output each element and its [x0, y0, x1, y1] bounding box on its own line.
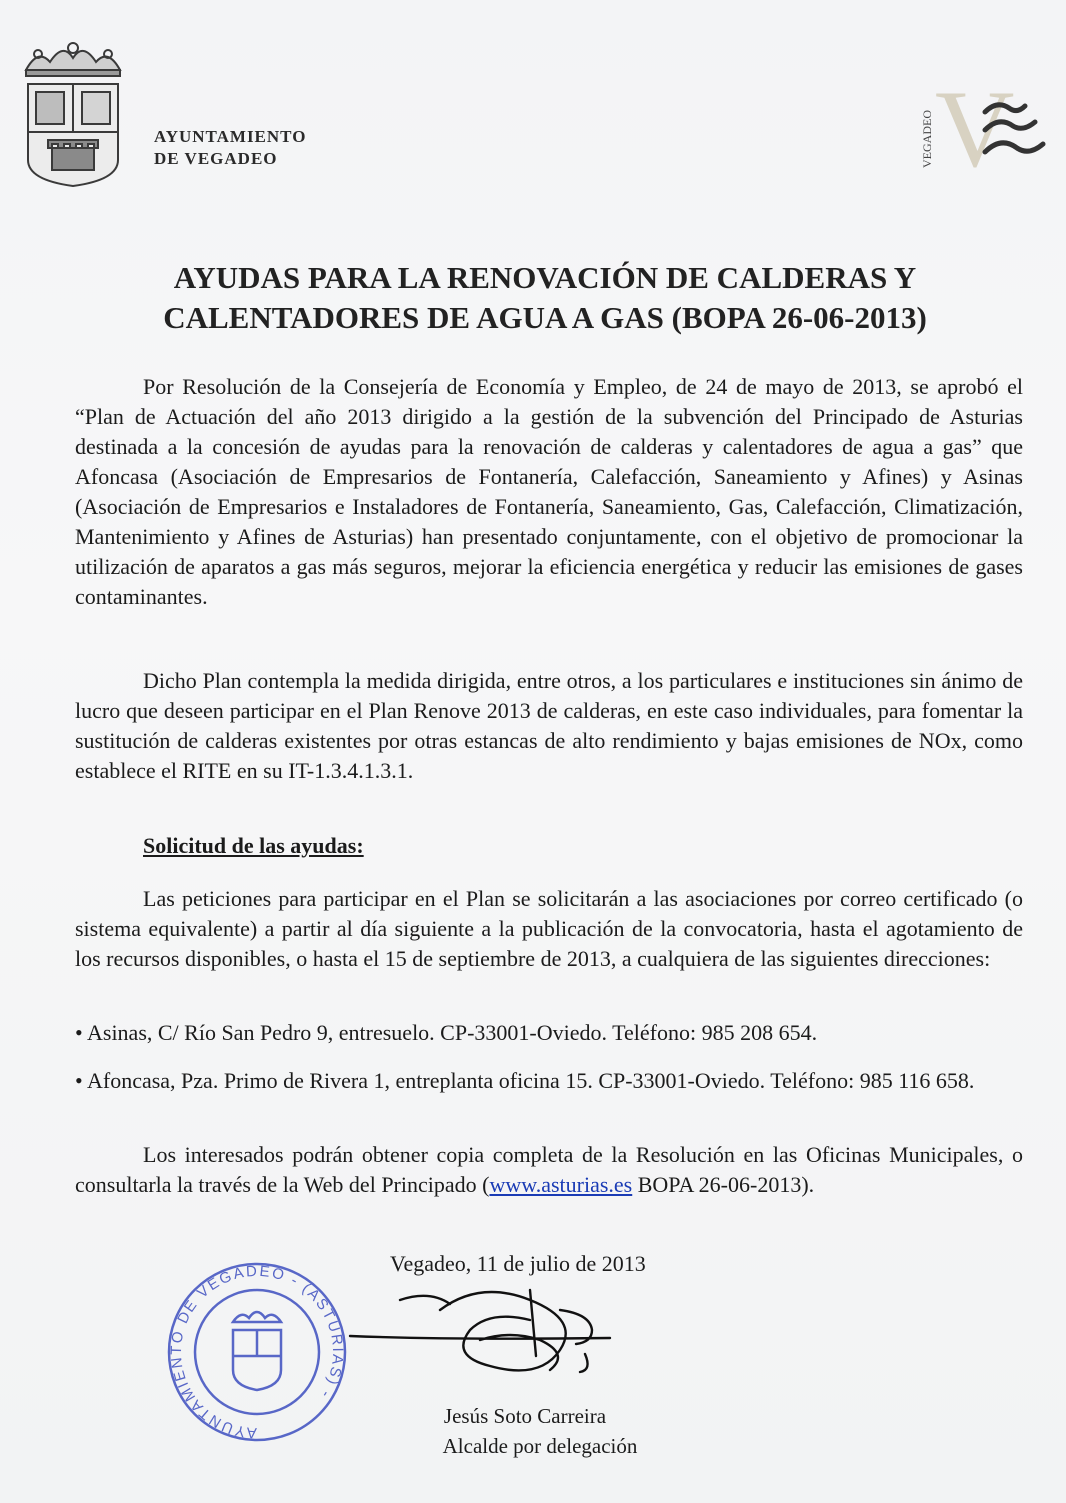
- logo-vertical-text: VEGADEO: [920, 110, 934, 168]
- paragraph-4-text: Los interesados podrán obtener copia completa de la Resolución en las Oficinas Municipales, o consultarla la través de la Web del Principado (: [75, 1142, 1023, 1197]
- handwritten-signature: [330, 1270, 630, 1410]
- organization-name: [154, 126, 306, 170]
- section-heading: Solicitud de las ayudas:: [143, 833, 364, 858]
- title-line-2: CALENTADORES DE AGUA A GAS (BOPA 26-06-2013): [163, 300, 927, 335]
- official-seal-stamp: [165, 1260, 350, 1445]
- title-line-1: AYUDAS PARA LA RENOVACIÓN DE CALDERAS Y: [173, 260, 917, 295]
- municipal-crest-logo: [18, 40, 128, 190]
- signature-date: Vegadeo, 11 de julio de 2013: [390, 1251, 646, 1276]
- address-asinas: • Asinas, C/ Río San Pedro 9, entresuelo. CP-33001-Oviedo. Teléfono: 985 208 654.: [75, 1020, 818, 1045]
- signer-name: Jesús Soto Carreira: [443, 1404, 607, 1428]
- document-title: [70, 258, 1020, 338]
- paragraph-2: Dicho Plan contempla la medida dirigida, entre otros, a los particulares e instituciones sin ánimo de lucro que deseen participar en el Plan Renove 2013 de calderas, en este caso individuales, para fomentar la sustitución de calderas existentes por otras estancas de alto rendimiento y bajas emisiones de NOx, como establece el RITE en su IT-1.3.4.1.3.1.: [75, 668, 1023, 783]
- asturias-web-link[interactable]: www.asturias.es: [489, 1172, 633, 1197]
- org-line-2: DE VEGADEO: [154, 149, 278, 168]
- address-afoncasa: • Afoncasa, Pza. Primo de Rivera 1, entreplanta oficina 15. CP-33001-Oviedo. Teléfono: 985 116 658.: [75, 1068, 975, 1093]
- org-line-1: AYUNTAMIENTO: [154, 127, 307, 146]
- seal-text: AYUNTAMIENTO DE VEGADEO - (ASTURIAS) -: [167, 1262, 347, 1442]
- signer-role: Alcalde por delegación: [442, 1434, 638, 1458]
- paragraph-1: Por Resolución de la Consejería de Economía y Empleo, de 24 de mayo de 2013, se aprobó el “Plan de Actuación del año 2013 dirigido a la gestión de la subvención del Principado de Asturias destinada a la concesión de ayudas para la renovación de calderas y calentadores de agua a gas” que Afoncasa (Asociación de Empresarios de Fontanería, Calefacción, Saneamiento y Afines) y Asinas (Asociación de Empresarios e Instaladores de Fontanería, Saneamiento, Gas, Calefacción, Climatización, Mantenimiento y Afines de Asturias) han presentado conjuntamente, con el objetivo de promocionar la utilización de aparatos a gas más seguros, mejorar la eficiencia energética y reducir las emisiones de gases contaminantes.: [75, 374, 1023, 609]
- paragraph-4: [75, 1140, 1023, 1200]
- paragraph-4-end: BOPA 26-06-2013).: [632, 1172, 815, 1197]
- paragraph-3: Las peticiones para participar en el Plan se solicitarán a las asociaciones por correo certificado (o sistema equivalente) a partir al día siguiente a la publicación de la convocatoria, hasta el agotamiento de los recursos disponibles, o hasta el 15 de septiembre de 2013, a cualquiera de las siguientes direcciones:: [75, 886, 1023, 971]
- vegadeo-v-logo: [905, 72, 1050, 172]
- logo-big-letter: V: [935, 72, 1015, 172]
